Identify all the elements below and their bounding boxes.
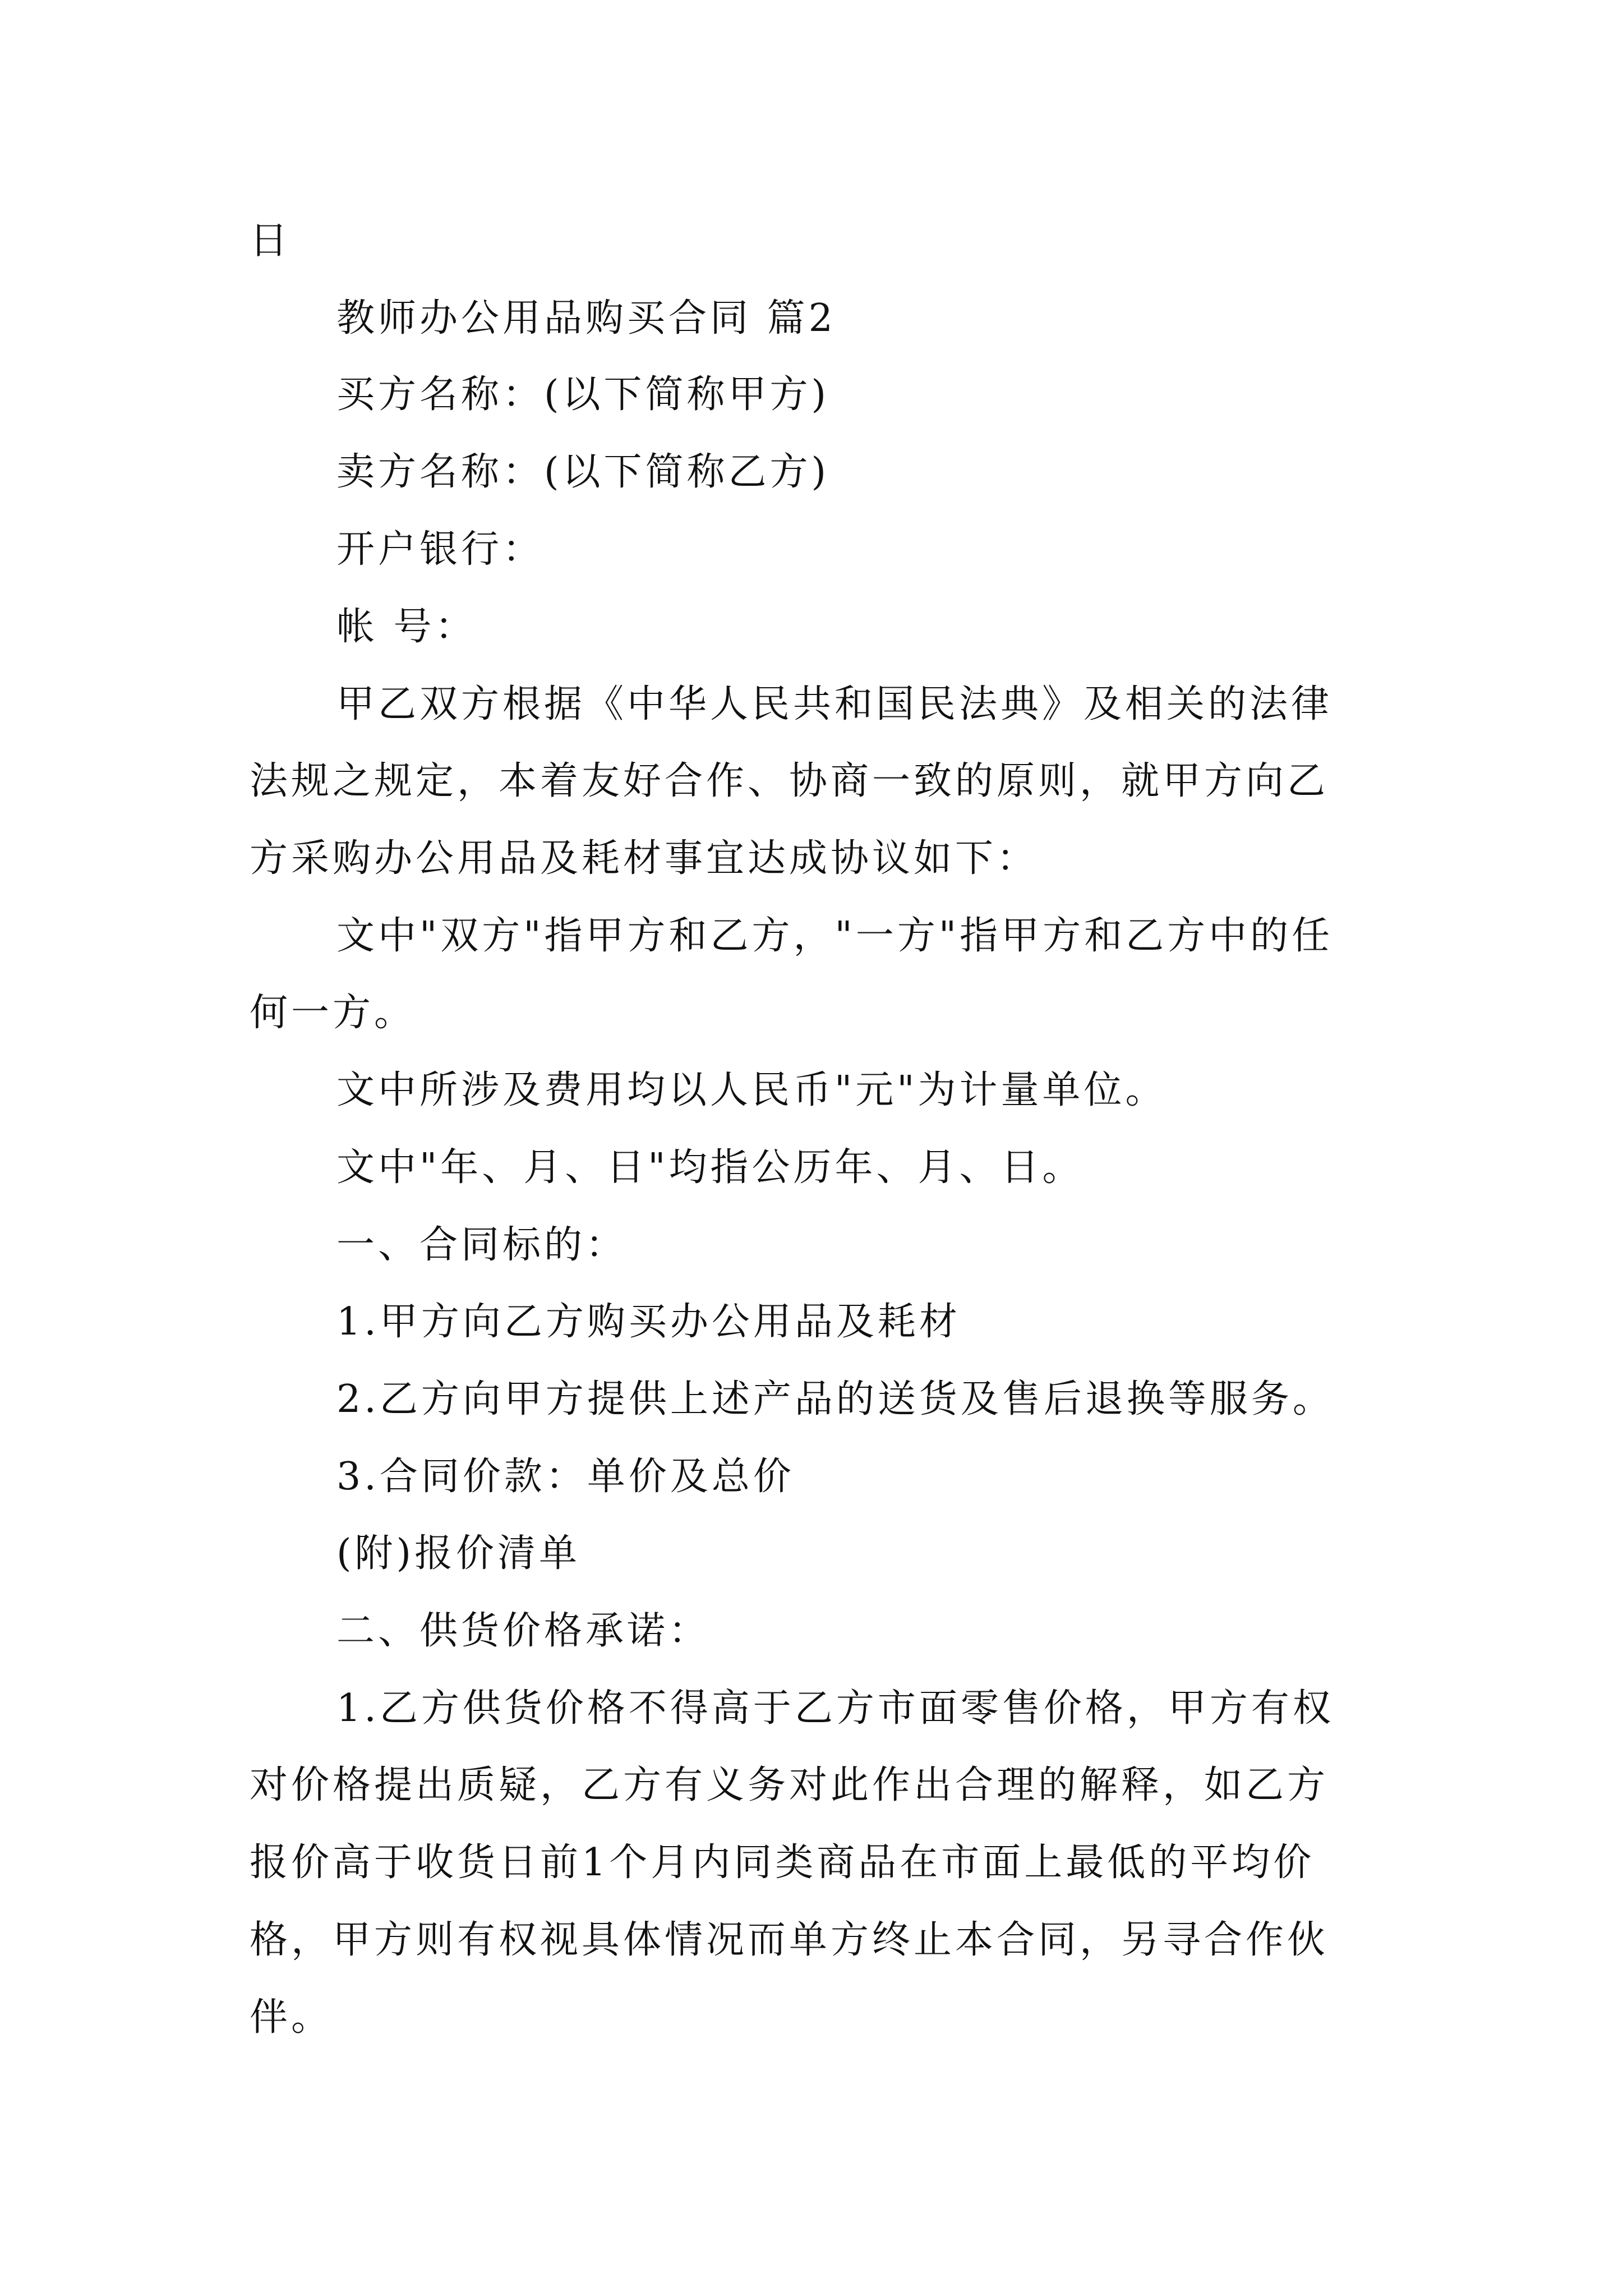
list-item: 3.合同价款：单价及总价 <box>336 1455 795 1499</box>
section-heading: 一、合同标的： <box>336 1223 628 1267</box>
section-heading: 二、供货价格承诺： <box>336 1609 711 1653</box>
attachment-note: (附)报价清单 <box>336 1531 581 1576</box>
paragraph-line: 伴。 <box>250 1995 333 2040</box>
list-item: 2.乙方向甲方提供上述产品的送货及售后退换等服务。 <box>336 1377 1334 1421</box>
list-item: 1.甲方向乙方购买办公用品及耗材 <box>336 1300 961 1344</box>
seller-name-line: 卖方名称：(以下简称乙方) <box>336 450 830 494</box>
paragraph-line: 何一方。 <box>250 991 416 1035</box>
paragraph-line: 文中"年、月、日"均指公历年、月、日。 <box>336 1145 1084 1190</box>
page-fragment-date: 日 <box>250 219 292 263</box>
paragraph-line: 报价高于收货日前1个月内同类商品在市面上最低的平均价 <box>250 1841 1315 1885</box>
buyer-name-line: 买方名称：(以下简称甲方) <box>336 372 830 417</box>
paragraph-line: 甲乙双方根据《中华人民共和国民法典》及相关的法律 <box>336 682 1333 726</box>
bank-line: 开户银行： <box>336 527 545 572</box>
paragraph-line: 1.乙方供货价格不得高于乙方市面零售价格，甲方有权 <box>336 1686 1334 1731</box>
section-title: 教师办公用品购买合同 篇2 <box>336 296 836 341</box>
account-line: 帐 号： <box>336 605 477 649</box>
paragraph-line: 文中所涉及费用均以人民币"元"为计量单位。 <box>336 1068 1167 1112</box>
paragraph-line: 方采购办公用品及耗材事宜达成协议如下： <box>250 836 1039 881</box>
paragraph-line: 文中"双方"指甲方和乙方，"一方"指甲方和乙方中的任 <box>336 914 1334 958</box>
paragraph-line: 法规之规定，本着友好合作、协商一致的原则，就甲方向乙 <box>250 759 1329 803</box>
paragraph-line: 格，甲方则有权视具体情况而单方终止本合同，另寻合作伙 <box>250 1918 1329 1962</box>
paragraph-line: 对价格提出质疑，乙方有义务对此作出合理的解释，如乙方 <box>250 1763 1329 1807</box>
